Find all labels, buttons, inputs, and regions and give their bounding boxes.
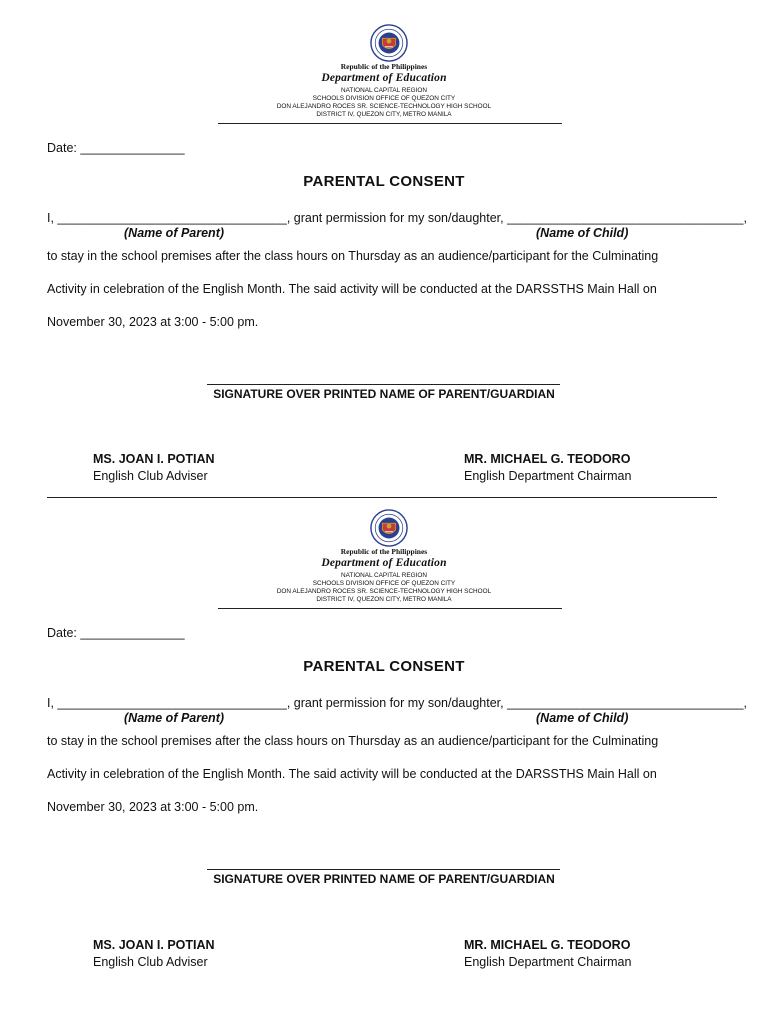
- signatory-role: English Department Chairman: [464, 469, 632, 483]
- signature-line: [207, 384, 560, 385]
- form-title: PARENTAL CONSENT: [303, 173, 465, 190]
- name-of-child-label: (Name of Child): [536, 711, 629, 725]
- date-field: Date: _______________: [47, 141, 185, 155]
- signature-label: SIGNATURE OVER PRINTED NAME OF PARENT/GUARDIAN: [213, 872, 555, 886]
- signatory-role: English Department Chairman: [464, 955, 632, 969]
- deped-seal-icon: [370, 24, 408, 62]
- body-text-line: Activity in celebration of the English Month. The said activity will be conducted at the DARSSTHS Main Hall on: [47, 282, 657, 296]
- consent-form: [0, 0, 768, 500]
- signatory-role: English Club Adviser: [93, 469, 208, 483]
- region-line: NATIONAL CAPITAL REGION: [341, 87, 427, 94]
- consent-line: I, _________________________________, grant permission for my son/daughter, __________________________________,: [47, 211, 747, 225]
- date-field: Date: _______________: [47, 626, 185, 640]
- district-line: DISTRICT IV, QUEZON CITY, METRO MANILA: [316, 111, 452, 118]
- district-line: DISTRICT IV, QUEZON CITY, METRO MANILA: [316, 596, 452, 603]
- name-of-parent-label: (Name of Parent): [124, 226, 225, 240]
- header-rule: [218, 608, 562, 609]
- signature-label: SIGNATURE OVER PRINTED NAME OF PARENT/GUARDIAN: [213, 387, 555, 401]
- body-text-line: to stay in the school premises after the class hours on Thursday as an audience/participant for the Culminating: [47, 734, 659, 748]
- republic-label: Republic of the Philippines: [340, 62, 428, 71]
- signatory-name: MR. MICHAEL G. TEODORO: [464, 452, 631, 466]
- signatory-name: MR. MICHAEL G. TEODORO: [464, 938, 631, 952]
- signatory-name: MS. JOAN I. POTIAN: [93, 452, 215, 466]
- region-line: NATIONAL CAPITAL REGION: [341, 572, 427, 579]
- header-rule: [218, 123, 562, 124]
- body-text-line: November 30, 2023 at 3:00 - 5:00 pm.: [47, 800, 259, 814]
- division-line: SCHOOLS DIVISION OFFICE OF QUEZON CITY: [312, 580, 456, 587]
- republic-label: Republic of the Philippines: [340, 547, 428, 556]
- consent-form: [0, 485, 768, 985]
- deped-seal-icon: [370, 509, 408, 547]
- body-text-line: Activity in celebration of the English Month. The said activity will be conducted at the DARSSTHS Main Hall on: [47, 767, 657, 781]
- consent-line: I, _________________________________, grant permission for my son/daughter, __________________________________,: [47, 696, 747, 710]
- department-name: Department of Education: [321, 72, 447, 84]
- name-of-parent-label: (Name of Parent): [124, 711, 225, 725]
- signatory-name: MS. JOAN I. POTIAN: [93, 938, 215, 952]
- school-line: DON ALEJANDRO ROCES SR. SCIENCE-TECHNOLOGY HIGH SCHOOL: [276, 588, 492, 595]
- signatory-role: English Club Adviser: [93, 955, 208, 969]
- body-text-line: November 30, 2023 at 3:00 - 5:00 pm.: [47, 315, 259, 329]
- body-text-line: to stay in the school premises after the class hours on Thursday as an audience/participant for the Culminating: [47, 249, 659, 263]
- name-of-child-label: (Name of Child): [536, 226, 629, 240]
- form-title: PARENTAL CONSENT: [303, 658, 465, 675]
- signature-line: [207, 869, 560, 870]
- school-line: DON ALEJANDRO ROCES SR. SCIENCE-TECHNOLOGY HIGH SCHOOL: [276, 103, 492, 110]
- department-name: Department of Education: [321, 557, 447, 569]
- division-line: SCHOOLS DIVISION OFFICE OF QUEZON CITY: [312, 95, 456, 102]
